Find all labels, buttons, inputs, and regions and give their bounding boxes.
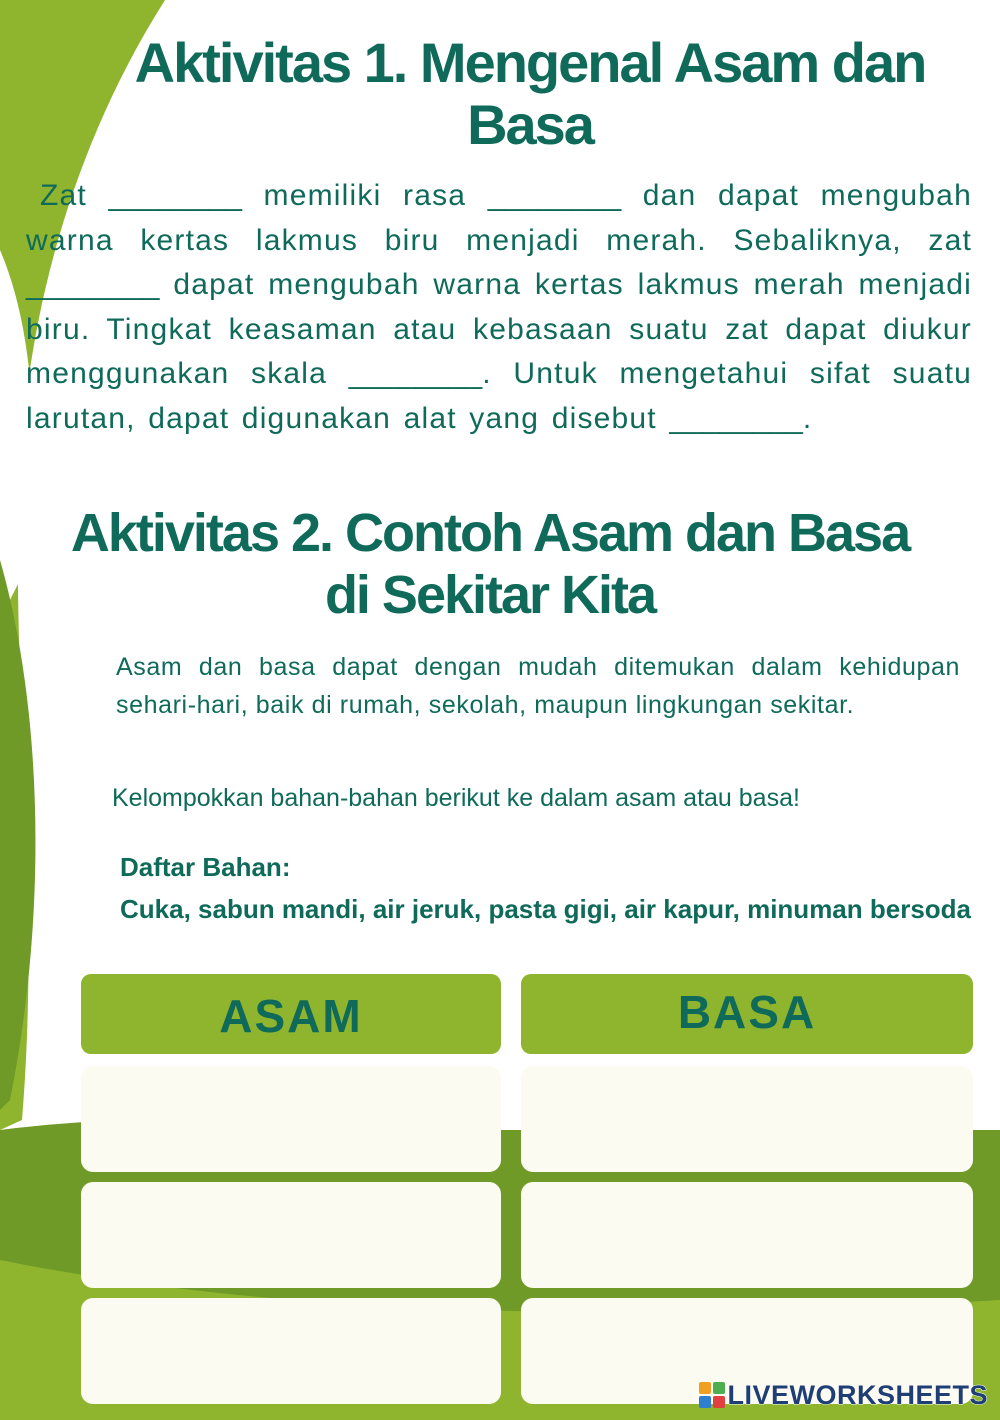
activity-2-title <box>20 502 960 626</box>
materials-heading: Daftar Bahan: <box>120 852 291 882</box>
answer-blank[interactable]: ________ <box>348 357 483 390</box>
column-header-asam: ASAM <box>81 974 501 1054</box>
activity-2-paragraph: Asam dan basa dapat dengan mudah ditemukan dalam kehidupan sehari-hari, baik di rumah, sekolah, maupun lingkungan sekitar. <box>116 653 960 719</box>
basa-drop-cell-2[interactable] <box>521 1182 973 1288</box>
answer-blank[interactable]: ________ <box>669 401 803 435</box>
asam-drop-cell-1[interactable] <box>81 1066 501 1172</box>
fill-text-part: . Untuk mengetahui sifat suatu larutan, dapat digunakan alat yang disebut <box>26 357 972 435</box>
column-header-basa: BASA <box>521 974 973 1054</box>
activity-1-paragraph <box>26 174 972 441</box>
asam-drop-cell-3[interactable] <box>81 1298 501 1404</box>
fill-text-part: dan dapat mengubah warna kertas lakmus biru menjadi merah. Sebaliknya, zat <box>26 179 972 257</box>
liveworksheets-logo-icon <box>699 1382 725 1408</box>
activity-2-title-line1: Aktivitas 2. Contoh Asam dan Basa <box>70 503 910 563</box>
activity-1-title-line2: Basa <box>467 93 593 156</box>
fill-text-part: memiliki rasa <box>263 179 467 212</box>
basa-drop-cell-1[interactable] <box>521 1066 973 1172</box>
materials-list: Cuka, sabun mandi, air jeruk, pasta gigi, air kapur, minuman bersoda <box>120 894 972 924</box>
activity-2-instruction: Kelompokkan bahan-bahan berikut ke dalam asam atau basa! <box>112 784 800 812</box>
answer-blank[interactable]: ________ <box>487 179 622 212</box>
liveworksheets-logo <box>699 1380 988 1410</box>
activity-1-title <box>60 32 1000 156</box>
fill-text-part: dapat mengubah warna kertas lakmus merah menjadi biru. Tingkat keasaman atau kebasaan suatu zat dapat diukur menggunakan skala <box>26 268 972 390</box>
liveworksheets-logo-text: LIVEWORKSHEETS <box>727 1379 988 1410</box>
asam-drop-cell-2[interactable] <box>81 1182 501 1288</box>
fill-text-part: Zat <box>40 179 87 212</box>
activity-1-title-line1: Aktivitas 1. Mengenal Asam dan <box>134 31 926 94</box>
answer-blank[interactable]: ________ <box>26 268 160 301</box>
answer-blank[interactable]: ________ <box>108 179 242 212</box>
activity-2-title-line2: di Sekitar Kita <box>324 565 656 625</box>
fill-text-part: . <box>802 401 813 435</box>
